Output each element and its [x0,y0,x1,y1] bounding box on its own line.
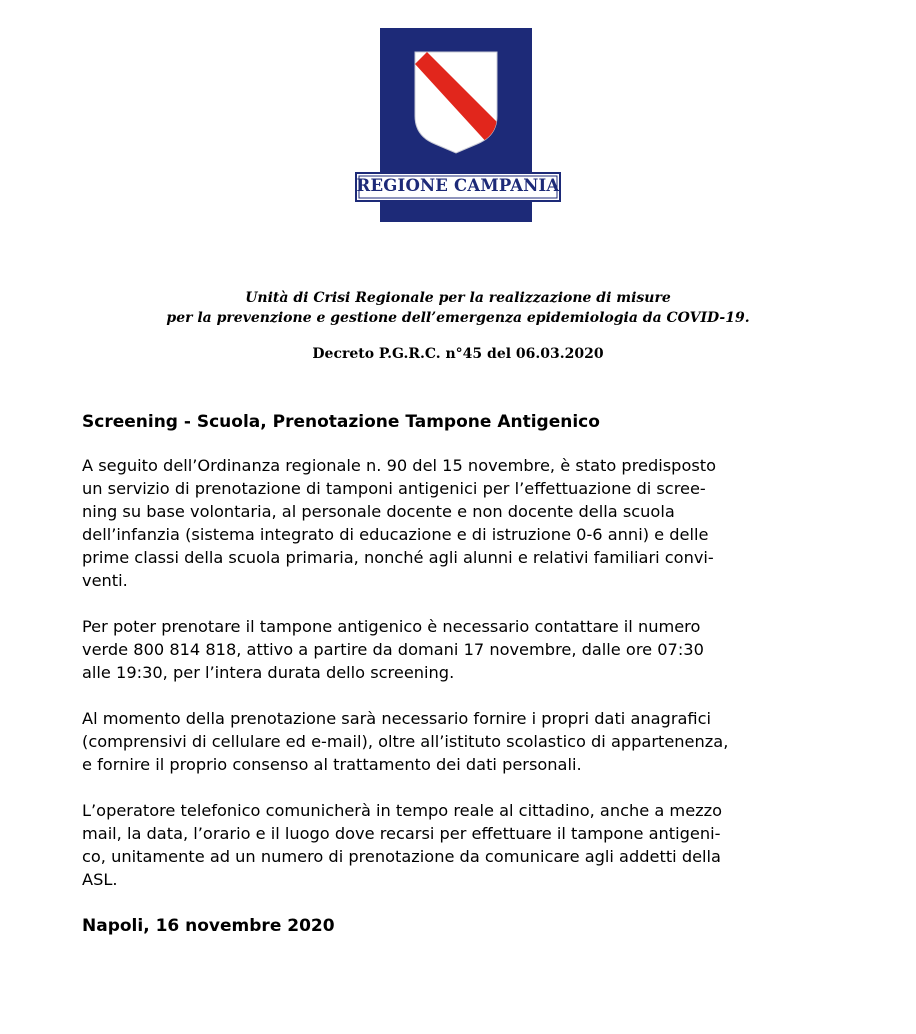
paragraph-line: e fornire il proprio consenso al trattamento dei dati personali. [82,755,582,774]
paragraph-1 [82,454,842,592]
paragraph-line: verde 800 814 818, attivo a partire da domani 17 novembre, dalle ore 07:30 [82,640,704,659]
paragraph-3 [82,707,842,776]
header-line-1: Unità di Crisi Regionale per la realizzazione di misure [245,290,671,306]
paragraph-line: ASL. [82,870,118,889]
regione-campania-logo [352,28,564,222]
paragraph-line: co, unitamente ad un numero di prenotazione da comunicare agli addetti della [82,847,721,866]
paragraph-line: un servizio di prenotazione di tamponi antigenici per l’effettuazione di scree- [82,479,706,498]
document-title: Screening - Scuola, Prenotazione Tampone Antigenico [82,412,600,432]
paragraph-line: venti. [82,571,128,590]
paragraph-line: alle 19:30, per l’intera durata dello screening. [82,663,455,682]
paragraph-line: prime classi della scuola primaria, nonché agli alunni e relativi familiari convi- [82,548,714,567]
decree-reference: Decreto P.G.R.C. n°45 del 06.03.2020 [312,346,604,362]
header-line-2: per la prevenzione e gestione dell’emergenza epidemiologia da COVID-19. [166,310,750,326]
paragraph-line: Per poter prenotare il tampone antigenico è necessario contattare il numero [82,617,701,636]
paragraph-line: ning su base volontaria, al personale docente e non docente della scuola [82,502,675,521]
paragraph-2 [82,615,842,684]
paragraph-line: L’operatore telefonico comunicherà in tempo reale al cittadino, anche a mezzo [82,801,723,820]
paragraph-line: (comprensivi di cellulare ed e-mail), oltre all’istituto scolastico di appartenenza, [82,732,729,751]
paragraph-line: Al momento della prenotazione sarà necessario fornire i propri dati anagrafici [82,709,711,728]
signoff-place-date: Napoli, 16 novembre 2020 [82,916,335,936]
paragraph-4 [82,799,842,891]
paragraph-line: A seguito dell’Ordinanza regionale n. 90 del 15 novembre, è stato predisposto [82,456,717,475]
logo-text: REGIONE CAMPANIA [356,176,560,195]
document-body [82,410,842,938]
paragraph-line: mail, la data, l’orario e il luogo dove recarsi per effettuare il tampone antigeni- [82,824,721,843]
paragraph-line: dell’infanzia (sistema integrato di educazione e di istruzione 0-6 anni) e delle [82,525,709,544]
